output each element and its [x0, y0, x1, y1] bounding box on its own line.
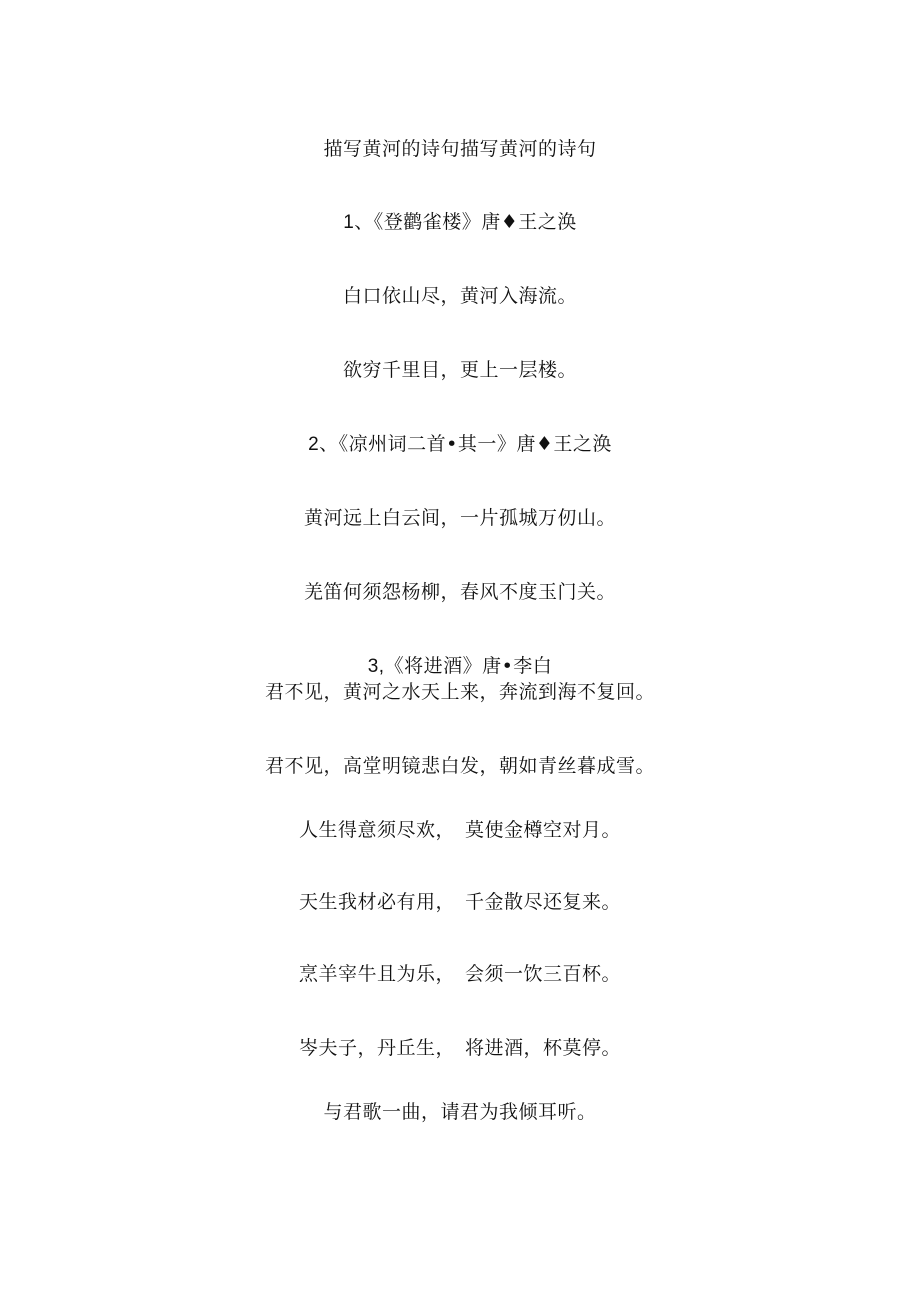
poem-2-line-1: 黄河远上白云间，一片孤城万仞山。 — [303, 507, 616, 529]
poem-2-number: 2、 — [308, 434, 339, 455]
poem-3-title: 《将进酒》唐•李白 — [384, 655, 553, 677]
poem-3-number: 3, — [367, 656, 385, 677]
poem-1-number: 1、 — [343, 212, 374, 233]
poem-1-line-1: 白口依山尽，黄河入海流。 — [342, 285, 577, 307]
poem-2-heading — [0, 431, 920, 458]
document-title: 描写黄河的诗句描写黄河的诗句 — [323, 138, 597, 160]
poem-3-line-7: 与君歌一曲，请君为我倾耳听。 — [323, 1101, 597, 1123]
poem-3-line-2: 君不见，高堂明镜悲白发，朝如青丝暮成雪。 — [264, 755, 655, 777]
poem-1-line-2: 欲穷千里目，更上一层楼。 — [342, 359, 577, 381]
poem-3-line-5: 烹羊宰牛且为乐， 会须一饮三百杯。 — [298, 963, 621, 985]
poem-2-title: 《凉州词二首•其一》唐♦王之涣 — [338, 433, 612, 455]
poem-3-line-4: 天生我材必有用， 千金散尽还复来。 — [298, 891, 621, 913]
poem-3-line-1: 君不见，黄河之水天上来，奔流到海不复回。 — [264, 681, 655, 703]
poem-3-line-3: 人生得意须尽欢， 莫使金樽空对月。 — [298, 819, 621, 841]
poem-1-title: 《登鹳雀楼》唐♦王之涣 — [373, 211, 577, 233]
poem-3-line-6: 岑夫子，丹丘生， 将进酒，杯莫停。 — [298, 1037, 621, 1059]
poem-1-heading — [0, 209, 920, 236]
poem-2-line-2: 羌笛何须怨杨柳，春风不度玉门关。 — [303, 581, 616, 603]
poem-3-heading — [0, 653, 920, 680]
